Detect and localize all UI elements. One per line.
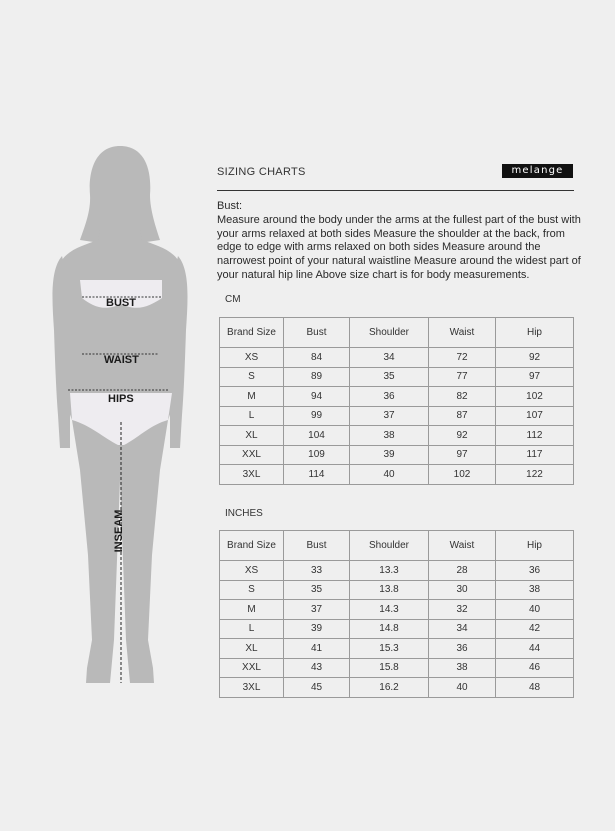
inch-size-table xyxy=(219,530,574,698)
table-cell: 39 xyxy=(284,619,350,639)
table-cell: S xyxy=(220,367,284,387)
table-header-row xyxy=(220,531,574,561)
table-cell: 44 xyxy=(496,639,574,659)
waist-label: WAIST xyxy=(104,354,139,366)
table-row xyxy=(220,465,574,485)
column-header: Waist xyxy=(429,318,496,348)
column-header: Hip xyxy=(496,318,574,348)
table-cell: 82 xyxy=(429,387,496,407)
brand-logo: melange xyxy=(502,164,573,178)
table-cell: XL xyxy=(220,426,284,446)
measurement-instructions xyxy=(217,200,581,283)
table-cell: 40 xyxy=(429,678,496,698)
table-cell: 15.3 xyxy=(350,639,429,659)
table-cell: XL xyxy=(220,639,284,659)
table-row xyxy=(220,348,574,368)
table-cell: 3XL xyxy=(220,465,284,485)
table-row xyxy=(220,580,574,600)
table-cell: 32 xyxy=(429,600,496,620)
table-cell: 33 xyxy=(284,561,350,581)
table-cell: 43 xyxy=(284,658,350,678)
table-cell: L xyxy=(220,619,284,639)
header-divider xyxy=(217,190,574,191)
table-cell: 42 xyxy=(496,619,574,639)
table-cell: 13.8 xyxy=(350,580,429,600)
column-header: Waist xyxy=(429,531,496,561)
table-row xyxy=(220,406,574,426)
table-cell: 34 xyxy=(350,348,429,368)
table-cell: 13.3 xyxy=(350,561,429,581)
table-cell: 41 xyxy=(284,639,350,659)
table-row xyxy=(220,639,574,659)
table-row xyxy=(220,387,574,407)
table-cell: 16.2 xyxy=(350,678,429,698)
table-row xyxy=(220,561,574,581)
table-cell: 102 xyxy=(429,465,496,485)
page-title: SIZING CHARTS xyxy=(217,166,306,178)
table-header-row xyxy=(220,318,574,348)
table-cell: 104 xyxy=(284,426,350,446)
inseam-label: INSEAM xyxy=(113,509,125,553)
table-cell: 30 xyxy=(429,580,496,600)
table-cell: M xyxy=(220,600,284,620)
table-cell: XS xyxy=(220,348,284,368)
table-cell: 15.8 xyxy=(350,658,429,678)
table-cell: XXL xyxy=(220,445,284,465)
cm-unit-label: CM xyxy=(225,294,241,305)
table-cell: 102 xyxy=(496,387,574,407)
table-cell: 72 xyxy=(429,348,496,368)
table-cell: 112 xyxy=(496,426,574,446)
column-header: Bust xyxy=(284,318,350,348)
table-row xyxy=(220,445,574,465)
table-cell: 38 xyxy=(350,426,429,446)
column-header: Brand Size xyxy=(220,318,284,348)
table-cell: L xyxy=(220,406,284,426)
table-cell: 94 xyxy=(284,387,350,407)
table-cell: 97 xyxy=(496,367,574,387)
table-row xyxy=(220,658,574,678)
table-cell: 107 xyxy=(496,406,574,426)
column-header: Shoulder xyxy=(350,318,429,348)
table-cell: 97 xyxy=(429,445,496,465)
table-cell: 38 xyxy=(496,580,574,600)
table-cell: 87 xyxy=(429,406,496,426)
table-cell: M xyxy=(220,387,284,407)
column-header: Brand Size xyxy=(220,531,284,561)
table-row xyxy=(220,426,574,446)
table-cell: 3XL xyxy=(220,678,284,698)
bust-label: BUST xyxy=(106,297,136,309)
table-cell: 14.8 xyxy=(350,619,429,639)
table-cell: 89 xyxy=(284,367,350,387)
table-cell: 40 xyxy=(350,465,429,485)
table-cell: XS xyxy=(220,561,284,581)
table-cell: 122 xyxy=(496,465,574,485)
column-header: Bust xyxy=(284,531,350,561)
table-cell: 36 xyxy=(496,561,574,581)
table-cell: 92 xyxy=(496,348,574,368)
table-row xyxy=(220,600,574,620)
table-cell: S xyxy=(220,580,284,600)
cm-size-table xyxy=(219,317,574,485)
table-cell: 14.3 xyxy=(350,600,429,620)
table-cell: 77 xyxy=(429,367,496,387)
inch-unit-label: INCHES xyxy=(225,508,263,519)
table-cell: 109 xyxy=(284,445,350,465)
table-cell: 37 xyxy=(350,406,429,426)
table-cell: 37 xyxy=(284,600,350,620)
column-header: Hip xyxy=(496,531,574,561)
table-cell: 35 xyxy=(350,367,429,387)
table-row xyxy=(220,367,574,387)
table-cell: 99 xyxy=(284,406,350,426)
instructions-heading: Bust: xyxy=(217,200,243,212)
table-cell: 117 xyxy=(496,445,574,465)
column-header: Shoulder xyxy=(350,531,429,561)
table-cell: 92 xyxy=(429,426,496,446)
table-cell: 46 xyxy=(496,658,574,678)
table-cell: 39 xyxy=(350,445,429,465)
hips-label: HIPS xyxy=(108,393,134,405)
table-cell: 45 xyxy=(284,678,350,698)
table-cell: 28 xyxy=(429,561,496,581)
table-cell: 40 xyxy=(496,600,574,620)
table-cell: 36 xyxy=(350,387,429,407)
table-cell: 48 xyxy=(496,678,574,698)
table-cell: 114 xyxy=(284,465,350,485)
instructions-body: Measure around the body under the arms at the fullest part of the bust with your arms relaxed at both sides Measure the shoulder at the back, from edge to edge with arms relaxed on both sides Measure around the narrowest point of your natural waistline Measure around the widest part of your natural hip line Above size chart is for body measurements. xyxy=(217,213,581,281)
table-cell: 38 xyxy=(429,658,496,678)
table-row xyxy=(220,619,574,639)
table-cell: 34 xyxy=(429,619,496,639)
table-cell: 35 xyxy=(284,580,350,600)
table-row xyxy=(220,678,574,698)
table-cell: XXL xyxy=(220,658,284,678)
table-cell: 84 xyxy=(284,348,350,368)
body-silhouette-figure xyxy=(0,0,215,831)
table-cell: 36 xyxy=(429,639,496,659)
